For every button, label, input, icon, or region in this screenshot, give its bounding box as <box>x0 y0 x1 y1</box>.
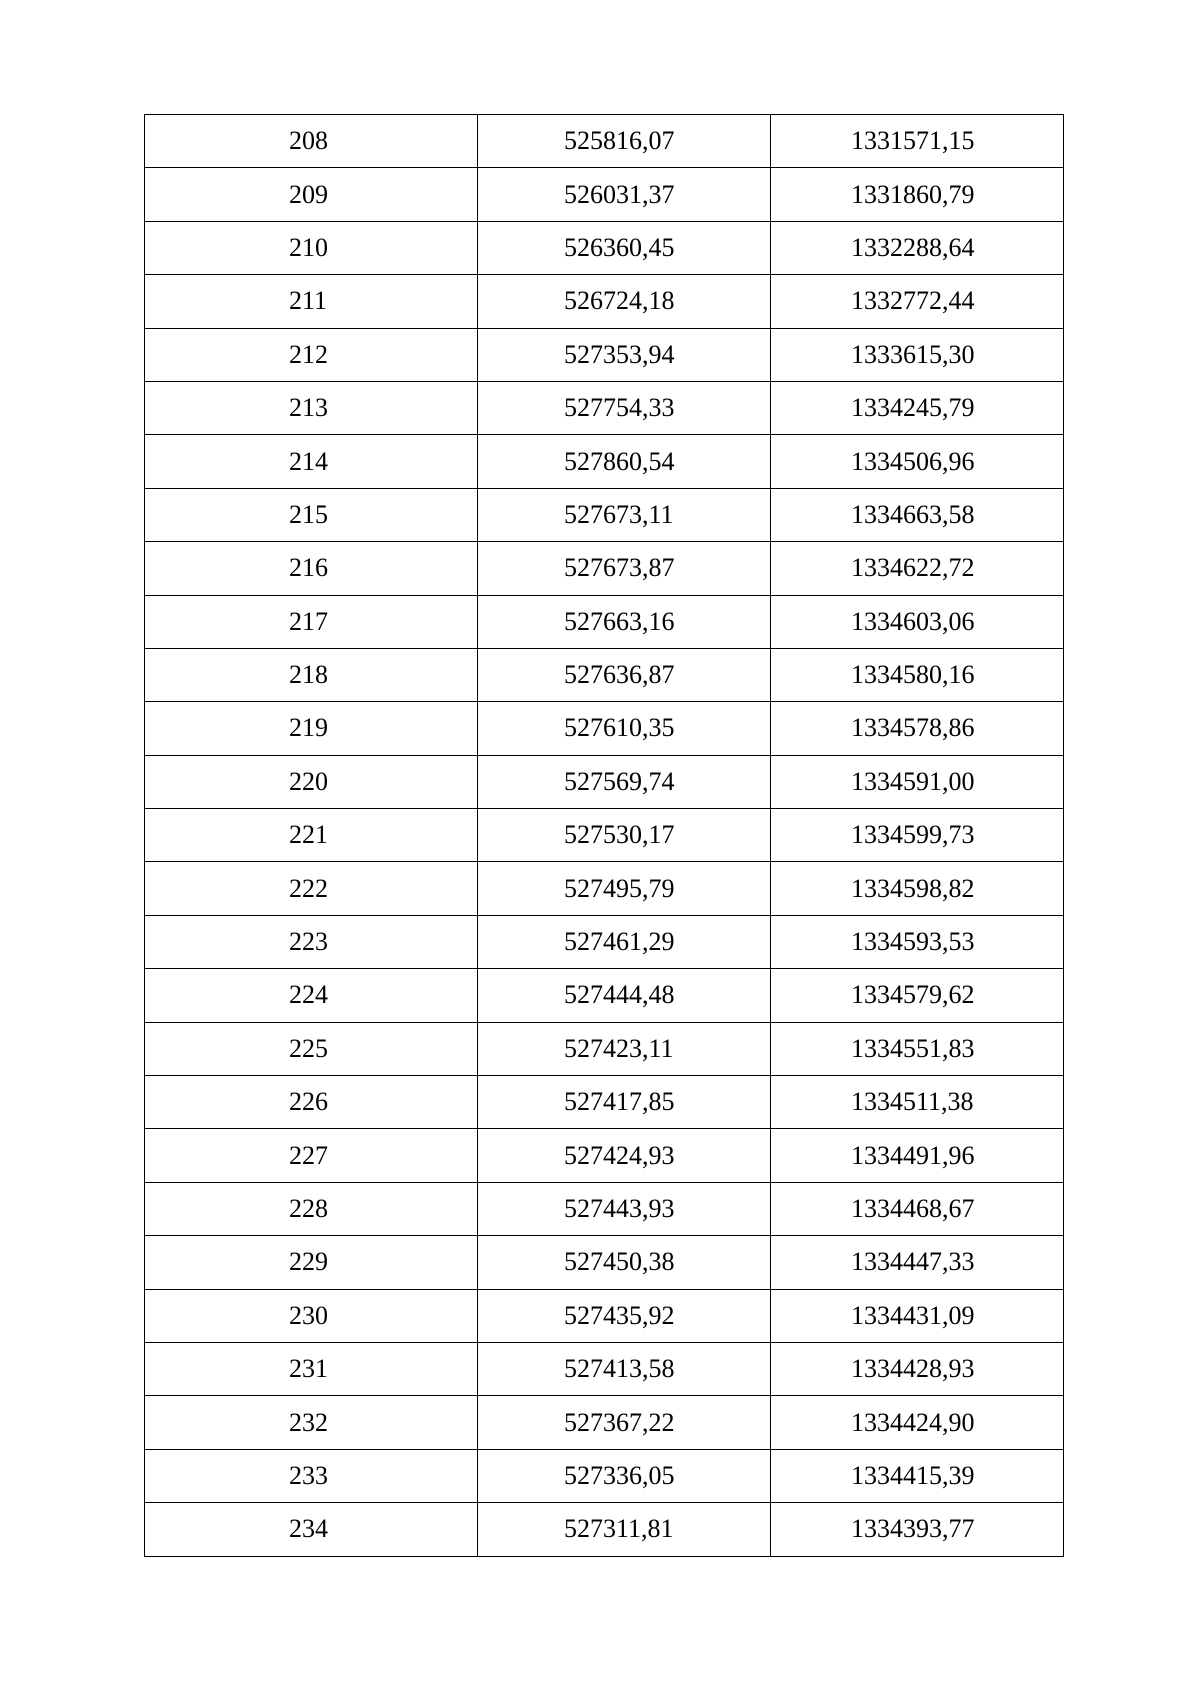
point-number-cell: 232 <box>145 1396 478 1449</box>
table-row <box>145 1076 1064 1129</box>
point-number-cell: 227 <box>145 1129 478 1182</box>
point-number-cell: 233 <box>145 1449 478 1502</box>
table-row <box>145 862 1064 915</box>
x-coordinate-cell: 527417,85 <box>478 1076 771 1129</box>
x-coordinate-cell: 527860,54 <box>478 435 771 488</box>
point-number-cell: 225 <box>145 1022 478 1075</box>
y-coordinate-cell: 1334506,96 <box>771 435 1064 488</box>
table-row <box>145 381 1064 434</box>
x-coordinate-cell: 527353,94 <box>478 328 771 381</box>
y-coordinate-cell: 1334415,39 <box>771 1449 1064 1502</box>
table-row <box>145 1503 1064 1556</box>
x-coordinate-cell: 527495,79 <box>478 862 771 915</box>
x-coordinate-cell: 527413,58 <box>478 1342 771 1395</box>
x-coordinate-cell: 527450,38 <box>478 1236 771 1289</box>
x-coordinate-cell: 527435,92 <box>478 1289 771 1342</box>
x-coordinate-cell: 527673,87 <box>478 542 771 595</box>
table-row <box>145 755 1064 808</box>
y-coordinate-cell: 1334578,86 <box>771 702 1064 755</box>
point-number-cell: 218 <box>145 648 478 701</box>
point-number-cell: 234 <box>145 1503 478 1556</box>
y-coordinate-cell: 1334491,96 <box>771 1129 1064 1182</box>
table-row <box>145 1396 1064 1449</box>
x-coordinate-cell: 527673,11 <box>478 488 771 541</box>
point-number-cell: 221 <box>145 809 478 862</box>
point-number-cell: 220 <box>145 755 478 808</box>
y-coordinate-cell: 1334551,83 <box>771 1022 1064 1075</box>
point-number-cell: 222 <box>145 862 478 915</box>
table-row <box>145 1129 1064 1182</box>
y-coordinate-cell: 1331860,79 <box>771 168 1064 221</box>
point-number-cell: 224 <box>145 969 478 1022</box>
x-coordinate-cell: 525816,07 <box>478 115 771 168</box>
table-row <box>145 328 1064 381</box>
point-number-cell: 213 <box>145 381 478 434</box>
point-number-cell: 219 <box>145 702 478 755</box>
point-number-cell: 230 <box>145 1289 478 1342</box>
table-row <box>145 969 1064 1022</box>
point-number-cell: 228 <box>145 1182 478 1235</box>
y-coordinate-cell: 1334424,90 <box>771 1396 1064 1449</box>
y-coordinate-cell: 1334663,58 <box>771 488 1064 541</box>
x-coordinate-cell: 526360,45 <box>478 221 771 274</box>
table-row <box>145 595 1064 648</box>
table-row <box>145 1449 1064 1502</box>
y-coordinate-cell: 1334431,09 <box>771 1289 1064 1342</box>
point-number-cell: 208 <box>145 115 478 168</box>
y-coordinate-cell: 1334593,53 <box>771 915 1064 968</box>
x-coordinate-cell: 527336,05 <box>478 1449 771 1502</box>
y-coordinate-cell: 1334511,38 <box>771 1076 1064 1129</box>
x-coordinate-cell: 527569,74 <box>478 755 771 808</box>
y-coordinate-cell: 1334591,00 <box>771 755 1064 808</box>
point-number-cell: 229 <box>145 1236 478 1289</box>
y-coordinate-cell: 1332772,44 <box>771 275 1064 328</box>
y-coordinate-cell: 1334599,73 <box>771 809 1064 862</box>
table-row <box>145 1342 1064 1395</box>
x-coordinate-cell: 527530,17 <box>478 809 771 862</box>
x-coordinate-cell: 527461,29 <box>478 915 771 968</box>
x-coordinate-cell: 527423,11 <box>478 1022 771 1075</box>
y-coordinate-cell: 1334428,93 <box>771 1342 1064 1395</box>
x-coordinate-cell: 527367,22 <box>478 1396 771 1449</box>
point-number-cell: 212 <box>145 328 478 381</box>
y-coordinate-cell: 1333615,30 <box>771 328 1064 381</box>
table-row <box>145 1289 1064 1342</box>
x-coordinate-cell: 527754,33 <box>478 381 771 434</box>
y-coordinate-cell: 1334468,67 <box>771 1182 1064 1235</box>
table-row <box>145 809 1064 862</box>
point-number-cell: 214 <box>145 435 478 488</box>
y-coordinate-cell: 1334580,16 <box>771 648 1064 701</box>
coordinates-table-body <box>145 115 1064 1557</box>
x-coordinate-cell: 527663,16 <box>478 595 771 648</box>
x-coordinate-cell: 526724,18 <box>478 275 771 328</box>
y-coordinate-cell: 1334245,79 <box>771 381 1064 434</box>
table-row <box>145 1182 1064 1235</box>
table-row <box>145 542 1064 595</box>
y-coordinate-cell: 1334622,72 <box>771 542 1064 595</box>
point-number-cell: 217 <box>145 595 478 648</box>
x-coordinate-cell: 527424,93 <box>478 1129 771 1182</box>
table-row <box>145 435 1064 488</box>
table-row <box>145 915 1064 968</box>
y-coordinate-cell: 1334598,82 <box>771 862 1064 915</box>
coordinates-table <box>144 114 1064 1557</box>
table-row <box>145 168 1064 221</box>
point-number-cell: 216 <box>145 542 478 595</box>
y-coordinate-cell: 1332288,64 <box>771 221 1064 274</box>
table-row <box>145 702 1064 755</box>
table-row <box>145 115 1064 168</box>
point-number-cell: 210 <box>145 221 478 274</box>
y-coordinate-cell: 1334393,77 <box>771 1503 1064 1556</box>
table-row <box>145 1022 1064 1075</box>
point-number-cell: 209 <box>145 168 478 221</box>
y-coordinate-cell: 1334603,06 <box>771 595 1064 648</box>
table-row <box>145 648 1064 701</box>
table-row <box>145 1236 1064 1289</box>
point-number-cell: 223 <box>145 915 478 968</box>
x-coordinate-cell: 527610,35 <box>478 702 771 755</box>
point-number-cell: 211 <box>145 275 478 328</box>
x-coordinate-cell: 527636,87 <box>478 648 771 701</box>
x-coordinate-cell: 527311,81 <box>478 1503 771 1556</box>
x-coordinate-cell: 526031,37 <box>478 168 771 221</box>
point-number-cell: 226 <box>145 1076 478 1129</box>
table-row <box>145 275 1064 328</box>
y-coordinate-cell: 1331571,15 <box>771 115 1064 168</box>
point-number-cell: 231 <box>145 1342 478 1395</box>
x-coordinate-cell: 527443,93 <box>478 1182 771 1235</box>
y-coordinate-cell: 1334447,33 <box>771 1236 1064 1289</box>
table-row <box>145 488 1064 541</box>
y-coordinate-cell: 1334579,62 <box>771 969 1064 1022</box>
table-row <box>145 221 1064 274</box>
x-coordinate-cell: 527444,48 <box>478 969 771 1022</box>
point-number-cell: 215 <box>145 488 478 541</box>
